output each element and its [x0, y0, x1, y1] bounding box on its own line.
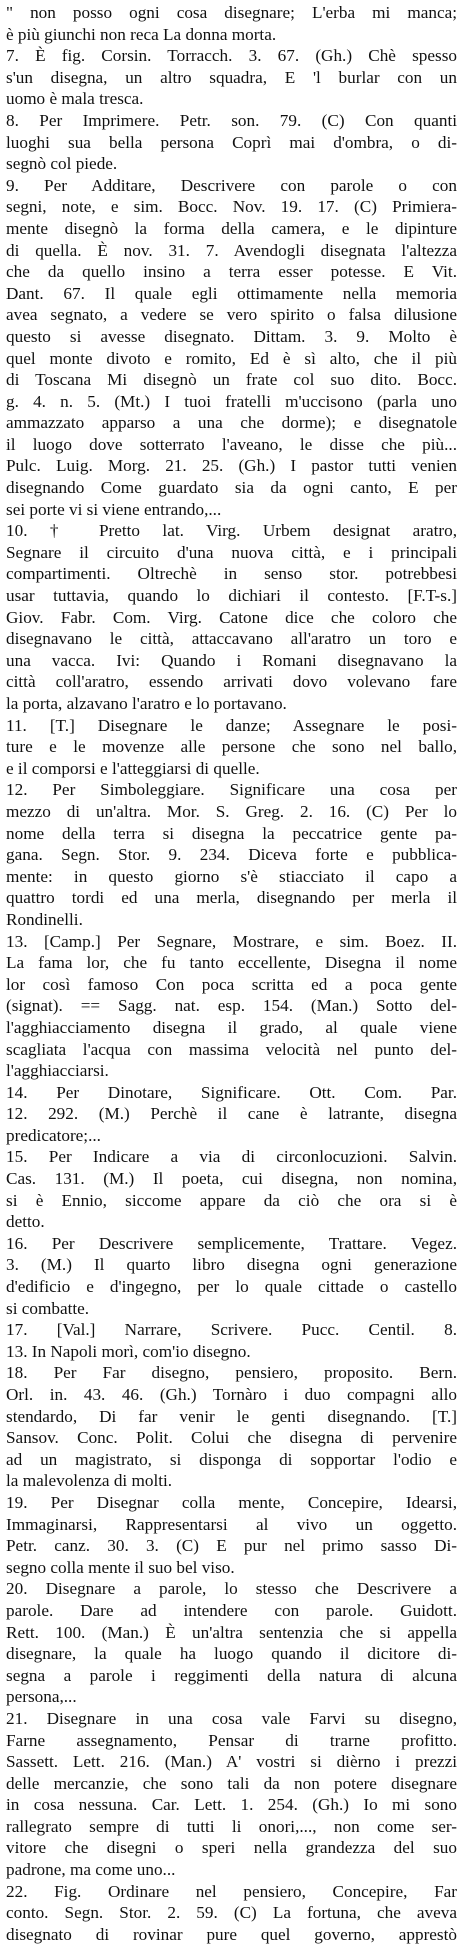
text-line: questo si avesse disegnato. Dittam. 3. 9. Molto è	[6, 326, 457, 346]
text-line: 8. Per Imprimere. Petr. son. 79. (C) Con quanti	[6, 110, 457, 130]
text-line: segna a parole i reggimenti della natura di alcuna	[6, 1665, 457, 1685]
text-line: segno colla mente il suo bel viso.	[6, 1557, 235, 1577]
text-line: sei porte vi si viene entrando,...	[6, 499, 222, 519]
text-line: 13. In Napoli morì, com'io disegno.	[6, 1341, 251, 1361]
text-line: 14. Per Dinotare, Significare. Ott. Com. Par.	[6, 1082, 457, 1102]
text-line: disegnando Come guardato sia da ogni canto, E per	[6, 478, 457, 498]
text-line: avea segnato, a vedere se vero spirito o falsa dilusione	[6, 305, 457, 325]
text-line: 19. Per Disegnar colla mente, Concepire, Idearsi,	[6, 1492, 457, 1512]
text-line: 20. Disegnare a parole, lo stesso che Descrivere a	[6, 1579, 457, 1599]
text-line: Rondinelli.	[6, 909, 83, 929]
text-line: si è Ennio, siccome appare da ciò che ora si è	[6, 1190, 457, 1210]
text-line: 12. Per Simboleggiare. Significare una cosa per	[6, 780, 457, 800]
text-line: segnò col piede.	[6, 154, 118, 174]
text-line: Rett. 100. (Man.) È un'altra sentenzia che si appella	[6, 1622, 457, 1642]
text-line: mezzo di un'altra. Mor. S. Greg. 2. 16. (C) Per lo	[6, 801, 457, 821]
text-line: compartimenti. Oltrechè in senso stor. potrebbesi	[6, 564, 457, 584]
text-line: luoghi sua bella persona Coprì mai d'ombra, o di-	[6, 132, 457, 152]
text-line: che da quello insino a terra esser potesse. E Vit.	[6, 262, 457, 282]
text-line: padrone, ma come uno...	[6, 1860, 176, 1880]
text-line: la malevolenza di molti.	[6, 1471, 173, 1491]
text-line: g. 4. n. 5. (Mt.) I tuoi fratelli m'uccisono (parla uno	[6, 391, 457, 411]
text-line: 9. Per Additare, Descrivere con parole o con	[6, 175, 457, 195]
text-line: il luogo dove sotterrato l'aveano, le disse che più...	[6, 434, 457, 454]
text-line: di Toscana Mi disegnò un frate col suo dito. Bocc.	[6, 370, 457, 390]
text-line: segni, note, e sim. Bocc. Nov. 19. 17. (C) Primiera-	[6, 197, 457, 217]
text-line: Dant. 67. Il quale egli ottimamente nella memoria	[6, 283, 457, 303]
text-line: Sansov. Conc. Polit. Colui che disegna di pervenire	[6, 1428, 457, 1448]
text-line: 21. Disegnare in una cosa vale Farvi su disegno,	[6, 1708, 457, 1728]
text-line: 11. [T.] Disegnare le danze; Assegnare le posi-	[6, 715, 457, 735]
text-line: delle mercanzie, che sono tali da non potere disegnare	[6, 1773, 457, 1793]
text-line: nome della terra si disegna la peccatrice gente pa-	[6, 823, 457, 843]
text-line: s'un disegna, un altro squadra, E 'l burlar con un	[6, 67, 457, 87]
text-line: 10. † Pretto lat. Virg. Urbem designat aratro,	[6, 521, 457, 541]
text-line: Giov. Fabr. Com. Virg. Catone dice che coloro che	[6, 607, 457, 627]
text-line: Orl. in. 43. 46. (Gh.) Tornàro i duo compagni allo	[6, 1385, 457, 1404]
text-line: 15. Per Indicare a via di circonlocuzioni. Salvin.	[6, 1147, 457, 1167]
text-line: 7. È fig. Corsin. Torracch. 3. 67. (Gh.) Chè spesso	[6, 46, 457, 66]
text-line: " non posso ogni cosa disegnare; L'erba mi manca;	[6, 3, 457, 22]
text-line: è più giunchi non reca La donna morta.	[6, 24, 277, 44]
text-line: 16. Per Descrivere semplicemente, Trattare. Vegez.	[6, 1233, 457, 1253]
text-line: Petr. canz. 30. 3. (C) E pur nel primo sasso Di-	[6, 1536, 457, 1556]
text-line: Sassett. Lett. 216. (Man.) A' vostri si dièrno i prezzi	[6, 1752, 457, 1772]
text-line: quattro tordi ed una merla, disegnando per merla il	[6, 888, 457, 908]
text-line: mente: in questo giorno s'è stiacciato il capo a	[6, 866, 457, 886]
text-line: d'edificio e d'ingegno, per lo quale cittade o castello	[6, 1277, 457, 1297]
text-line: l'agghiacciamento disegna il grado, al quale viene	[6, 1017, 457, 1037]
text-line: Farne assegnamento, Pensar di trarne profitto.	[6, 1730, 457, 1750]
text-line: quel monte divoto e romito, Ed è sì alto, che il più	[6, 348, 457, 368]
text-line: 18. Per Far disegno, pensiero, proposito. Bern.	[6, 1363, 457, 1383]
text-line: una vacca. Ivi: Quando i Romani disegnavano la	[6, 650, 457, 670]
text-line: ammazzato apparso a una che dorme); e disegnatole	[6, 413, 457, 433]
text-line: 12. 292. (M.) Perchè il cane è latrante, disegna	[6, 1104, 457, 1124]
text-line: vitore che disegni o speri nella grandezza del suo	[6, 1838, 457, 1858]
text-line: si combatte.	[6, 1298, 90, 1318]
text-line: uomo è mala tresca.	[6, 89, 144, 109]
text-line: e il comporsi e l'atteggiarsi di quelle.	[6, 758, 260, 778]
text-line: persona,...	[6, 1687, 77, 1707]
text-line: rallegrato sempre di tutti li onori,..., non come ser-	[6, 1816, 457, 1836]
text-line: predicatore;...	[6, 1125, 101, 1145]
text-line: Pulc. Luig. Morg. 21. 25. (Gh.) I pastor tutti venien	[6, 456, 457, 476]
text-line: ture e le movenze alle persone che sono nel ballo,	[6, 737, 457, 757]
text-line: Immaginarsi, Rappresentarsi al vivo un oggetto.	[6, 1514, 457, 1534]
text-line: di quella. È nov. 31. 7. Avendogli disegnata l'altezza	[6, 240, 457, 260]
text-line: Cas. 131. (M.) Il poeta, cui disegna, non nomina,	[6, 1169, 457, 1189]
text-line: mente disegnò la forma della camera, e le dipinture	[6, 218, 457, 238]
text-line: parole. Dare ad intendere con parole. Guidott.	[6, 1600, 457, 1620]
text-line: conto. Segn. Stor. 2. 59. (C) La fortuna, che aveva	[6, 1903, 457, 1923]
text-line: disegnato di rovinar pure quel governo, apprestò	[6, 1924, 457, 1944]
text-line: 17. [Val.] Narrare, Scrivere. Pucc. Centil. 8.	[6, 1320, 457, 1340]
text-line: La fama lor, che fu tanto eccellente, Disegna il nome	[6, 953, 457, 973]
text-line: 3. (M.) Il quarto libro disegna ogni generazione	[6, 1255, 457, 1275]
text-line: (signat). == Sagg. nat. esp. 154. (Man.) Sotto del-	[6, 996, 457, 1016]
text-line: Segnare il circuito d'una nuova città, e i principali	[6, 542, 457, 562]
text-line: 22. Fig. Ordinare nel pensiero, Concepire, Far	[6, 1881, 457, 1901]
text-line: detto.	[6, 1212, 45, 1232]
text-line: disegnare, la quale ha luogo quando il dicitore di-	[6, 1644, 457, 1664]
text-line: 13. [Camp.] Per Segnare, Mostrare, e sim. Boez. II.	[6, 931, 457, 951]
text-line: lor così famoso Con poca scritta ed a poca gente	[6, 974, 457, 994]
text-line: città coll'aratro, essendo arrivati dovo volevano fare	[6, 672, 457, 692]
text-line: usar tuttavia, quando lo dichiari il contesto. [F.T-s.]	[6, 586, 457, 606]
text-line: scagliata l'acqua con massima velocità nel punto del-	[6, 1039, 457, 1059]
text-line: stendardo, Di far venir le genti disegnando. [T.]	[6, 1406, 457, 1426]
text-line: gana. Segn. Stor. 9. 234. Diceva forte e pubblica-	[6, 845, 457, 865]
text-line: in cosa nessuna. Car. Lett. 1. 254. (Gh.) Io mi sono	[6, 1795, 457, 1815]
text-line: l'agghiacciarsi.	[6, 1061, 109, 1081]
text-line: disegnavano le città, attaccavano all'aratro un toro e	[6, 629, 457, 649]
text-line: ad un magistrato, si disponga di sopportar l'odio e	[6, 1449, 457, 1469]
text-line: la porta, alzavano l'aratro e lo portavano.	[6, 694, 287, 713]
